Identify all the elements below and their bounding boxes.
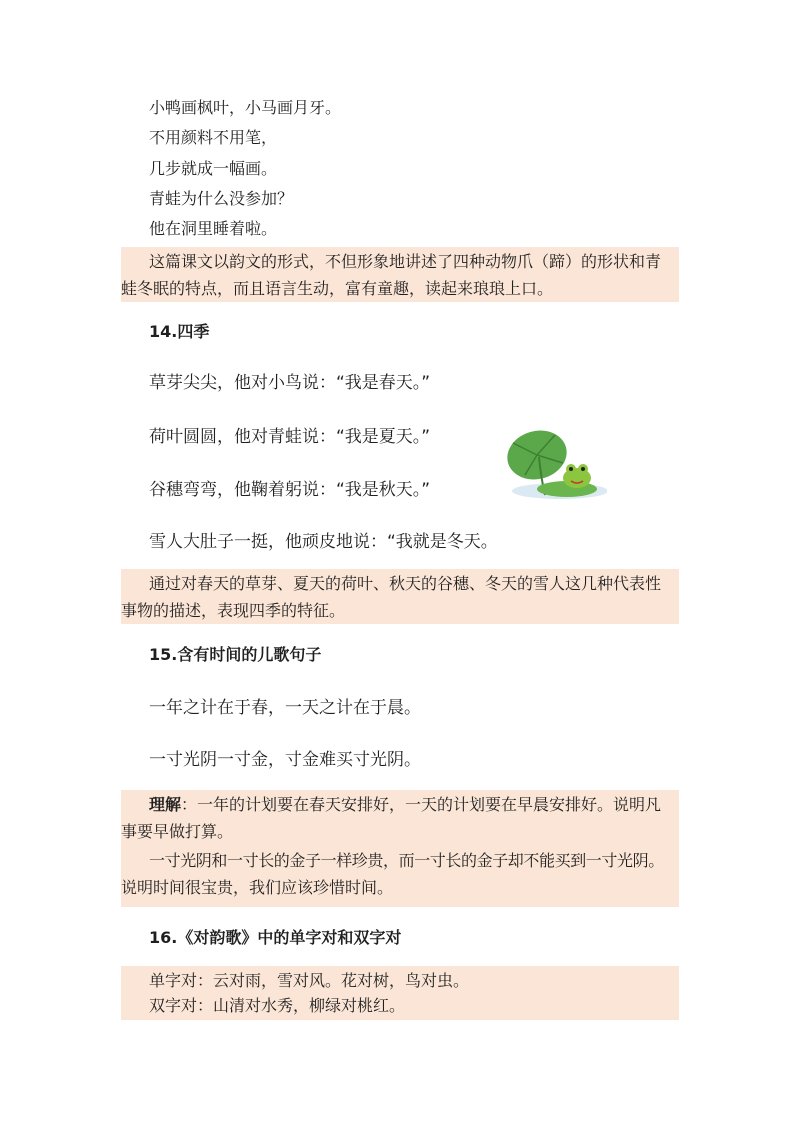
proverb-line: 一年之计在于春，一天之计在于晨。	[149, 698, 421, 718]
note-text: ：一年的计划要在春天安排好，一天的计划要在早晨安排好。说明凡	[181, 795, 662, 814]
season-line: 草芽尖尖，他对小鸟说：“我是春天。”	[149, 373, 431, 393]
proverb-note	[121, 790, 679, 907]
section-14-heading: 14.四季	[149, 322, 210, 341]
poem-line: 他在洞里睡着啦。	[149, 219, 278, 238]
season-line: 谷穗弯弯，他鞠着躬说：“我是秋天。”	[149, 480, 431, 500]
proverb-line: 一寸光阴一寸金，寸金难买寸光阴。	[149, 750, 421, 770]
seasons-note-line: 通过对春天的草芽、夏天的荷叶、秋天的谷穗、冬天的雪人这几种代表性	[149, 574, 662, 593]
proverb-note-line: 说明时间很宝贵，我们应该珍惜时间。	[121, 878, 394, 897]
seasons-note	[121, 569, 679, 624]
double-couplet-line: 双字对：山清对水秀，柳绿对桃红。	[149, 996, 406, 1015]
poem-note-line: 这篇课文以韵文的形式，不但形象地讲述了四种动物爪（蹄）的形状和青	[149, 252, 662, 271]
seasons-note-line: 事物的描述，表现四季的特征。	[121, 601, 346, 620]
poem-line: 青蛙为什么没参加？	[149, 189, 294, 208]
proverb-note-line: 事要早做打算。	[121, 822, 234, 841]
poem-note-line: 蛙冬眠的特点，而且语言生动，富有童趣，读起来琅琅上口。	[121, 279, 554, 298]
proverb-note-line	[121, 790, 679, 820]
couplet-note	[121, 966, 679, 1020]
season-line: 雪人大肚子一挺，他顽皮地说：“我就是冬天。	[149, 532, 498, 552]
poem-line: 小鸭画枫叶，小马画月牙。	[149, 98, 342, 117]
single-couplet-line: 单字对：云对雨，雪对风。花对树，鸟对虫。	[149, 971, 470, 990]
note-label: 理解	[149, 795, 182, 814]
section-16-heading: 16.《对韵歌》中的单字对和双字对	[149, 928, 402, 947]
poem-line: 几步就成一幅画。	[149, 159, 278, 178]
frog-on-lotus-leaf-icon	[505, 423, 607, 501]
poem-note	[121, 247, 679, 302]
season-line: 荷叶圆圆，他对青蛙说：“我是夏天。”	[149, 427, 431, 447]
section-15-heading: 15.含有时间的儿歌句子	[149, 645, 322, 664]
poem-line: 不用颜料不用笔，	[149, 128, 278, 147]
proverb-note-line: 一寸光阴和一寸长的金子一样珍贵，而一寸长的金子却不能买到一寸光阴。	[149, 851, 664, 870]
